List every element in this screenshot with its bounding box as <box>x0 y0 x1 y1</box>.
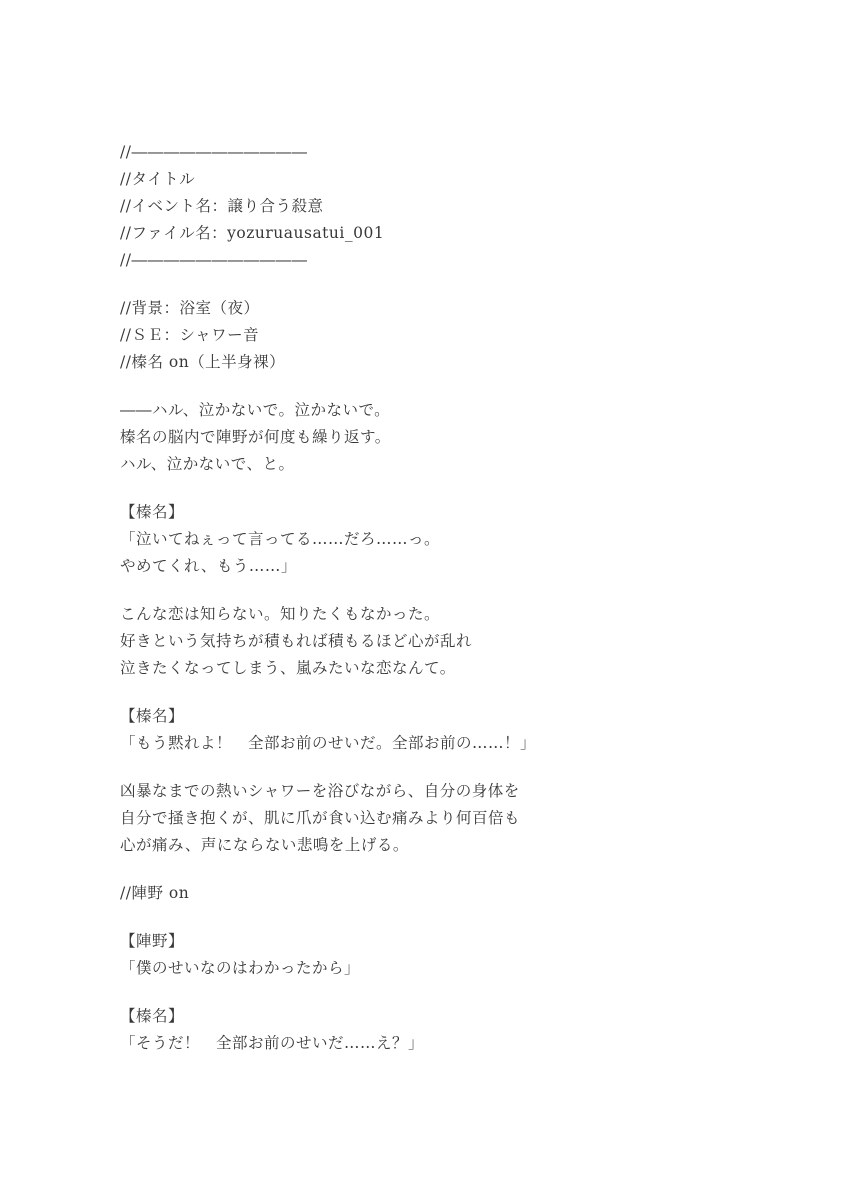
dialogue-line: 「泣いてねぇって言ってる……だろ……っ。 <box>120 530 441 548</box>
comment-scene-block <box>120 295 789 376</box>
comment-line: //イベント名：譲り合う殺意 <box>120 197 324 215</box>
narration-line: こんな恋は知らない。知りたくもなかった。 <box>120 605 441 623</box>
narration-line: 心が痛み、声にならない悲鳴を上げる。 <box>120 836 409 854</box>
dialogue-line: 「もう黙れよ！ 全部お前のせいだ。全部お前の……！」 <box>120 734 537 752</box>
comment-line: //ＳＥ：シャワー音 <box>120 326 260 344</box>
dialogue-line: 「そうだ！ 全部お前のせいだ……え？」 <box>120 1034 425 1052</box>
comment-header-block <box>120 139 789 274</box>
narration-line: ハル、泣かないで、と。 <box>120 455 295 473</box>
comment-line: //タイトル <box>120 170 196 188</box>
comment-direction-block <box>120 880 789 907</box>
comment-line: //背景：浴室（夜） <box>120 299 260 317</box>
speaker-tag: 【榛名】 <box>120 1007 185 1025</box>
narration-line: ――ハル、泣かないで。泣かないで。 <box>120 401 391 419</box>
comment-line: //――――――――――― <box>120 251 308 269</box>
narration-block <box>120 778 789 859</box>
dialogue-block <box>120 928 789 982</box>
dialogue-block <box>120 1003 789 1057</box>
dialogue-line: やめてくれ、もう……」 <box>120 557 297 575</box>
dialogue-block <box>120 703 789 757</box>
dialogue-line: 「僕のせいなのはわかったから」 <box>120 959 361 977</box>
narration-line: 榛名の脳内で陣野が何度も繰り返す。 <box>120 428 391 446</box>
narration-line: 泣きたくなってしまう、嵐みたいな恋なんて。 <box>120 659 456 677</box>
dialogue-block <box>120 499 789 580</box>
comment-line: //――――――――――― <box>120 143 308 161</box>
comment-line: //陣野 on <box>120 884 190 902</box>
narration-block <box>120 397 789 478</box>
comment-line: //榛名 on（上半身裸） <box>120 353 286 371</box>
speaker-tag: 【陣野】 <box>120 932 185 950</box>
speaker-tag: 【榛名】 <box>120 707 185 725</box>
narration-line: 凶暴なまでの熱いシャワーを浴びながら、自分の身体を <box>120 782 520 800</box>
narration-line: 好きという気持ちが積もれば積もるほど心が乱れ <box>120 632 473 650</box>
comment-line: //ファイル名：yozuruausatui_001 <box>120 224 385 242</box>
narration-block <box>120 601 789 682</box>
narration-line: 自分で掻き抱くが、肌に爪が食い込む痛みより何百倍も <box>120 809 521 827</box>
speaker-tag: 【榛名】 <box>120 503 185 521</box>
